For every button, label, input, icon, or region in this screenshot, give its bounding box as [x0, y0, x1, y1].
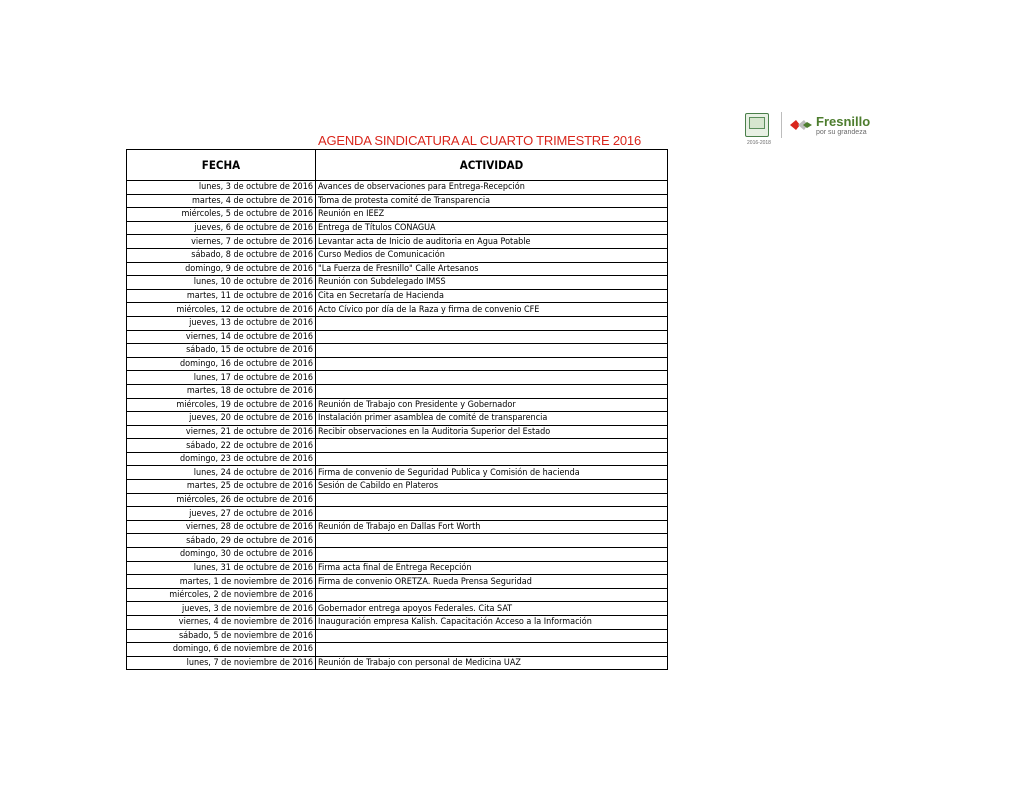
actividad-cell: [316, 493, 668, 507]
document-title: AGENDA SINDICATURA AL CUARTO TRIMESTRE 2016: [318, 133, 641, 148]
table-row: [127, 181, 668, 195]
table-row: [127, 656, 668, 670]
actividad-cell: Curso Medios de Comunicación: [316, 248, 668, 262]
fresnillo-chevron-icon: [790, 118, 812, 132]
agenda-table: [126, 149, 668, 670]
table-row: [127, 602, 668, 616]
actividad-cell: [316, 384, 668, 398]
table-row: [127, 493, 668, 507]
actividad-cell: [316, 344, 668, 358]
fecha-cell: domingo, 30 de octubre de 2016: [127, 548, 316, 562]
table-row: [127, 344, 668, 358]
fecha-cell: martes, 1 de noviembre de 2016: [127, 575, 316, 589]
table-row: [127, 588, 668, 602]
logo-divider: [781, 112, 782, 138]
actividad-cell: [316, 330, 668, 344]
table-row: [127, 439, 668, 453]
fresnillo-logo: [745, 108, 875, 146]
fecha-cell: jueves, 27 de octubre de 2016: [127, 507, 316, 521]
brand-name: Fresnillo: [816, 113, 871, 129]
fecha-cell: viernes, 28 de octubre de 2016: [127, 520, 316, 534]
actividad-cell: [316, 452, 668, 466]
table-row: [127, 289, 668, 303]
municipal-seal-icon: [745, 113, 771, 146]
actividad-cell: Gobernador entrega apoyos Federales. Cita SAT: [316, 602, 668, 616]
fecha-cell: lunes, 17 de octubre de 2016: [127, 371, 316, 385]
actividad-cell: "La Fuerza de Fresnillo" Calle Artesanos: [316, 262, 668, 276]
actividad-cell: [316, 548, 668, 562]
table-row: [127, 534, 668, 548]
fecha-cell: sábado, 22 de octubre de 2016: [127, 439, 316, 453]
fecha-cell: sábado, 29 de octubre de 2016: [127, 534, 316, 548]
fecha-cell: lunes, 3 de octubre de 2016: [127, 181, 316, 195]
actividad-cell: Inauguración empresa Kalish. Capacitación Acceso a la Información: [316, 616, 668, 630]
fecha-cell: martes, 11 de octubre de 2016: [127, 289, 316, 303]
table-row: [127, 303, 668, 317]
table-row: [127, 248, 668, 262]
fecha-cell: jueves, 20 de octubre de 2016: [127, 412, 316, 426]
fecha-cell: viernes, 21 de octubre de 2016: [127, 425, 316, 439]
fecha-cell: lunes, 10 de octubre de 2016: [127, 276, 316, 290]
actividad-cell: Levantar acta de Inicio de auditoria en Agua Potable: [316, 235, 668, 249]
table-row: [127, 316, 668, 330]
fecha-cell: domingo, 9 de octubre de 2016: [127, 262, 316, 276]
column-header-actividad: ACTIVIDAD: [316, 150, 668, 181]
fecha-cell: viernes, 7 de octubre de 2016: [127, 235, 316, 249]
table-row: [127, 276, 668, 290]
fecha-cell: martes, 18 de octubre de 2016: [127, 384, 316, 398]
fecha-cell: domingo, 23 de octubre de 2016: [127, 452, 316, 466]
table-row: [127, 398, 668, 412]
table-row: [127, 235, 668, 249]
actividad-cell: [316, 316, 668, 330]
actividad-cell: [316, 629, 668, 643]
actividad-cell: [316, 534, 668, 548]
table-row: [127, 357, 668, 371]
fecha-cell: domingo, 6 de noviembre de 2016: [127, 643, 316, 657]
fecha-cell: viernes, 14 de octubre de 2016: [127, 330, 316, 344]
table-row: [127, 330, 668, 344]
actividad-cell: [316, 371, 668, 385]
table-row: [127, 507, 668, 521]
table-row: [127, 575, 668, 589]
actividad-cell: Reunión de Trabajo con Presidente y Gobernador: [316, 398, 668, 412]
actividad-cell: Reunión de Trabajo en Dallas Fort Worth: [316, 520, 668, 534]
actividad-cell: Acto Cívico por día de la Raza y firma de convenio CFE: [316, 303, 668, 317]
fecha-cell: lunes, 31 de octubre de 2016: [127, 561, 316, 575]
fecha-cell: miércoles, 5 de octubre de 2016: [127, 208, 316, 222]
actividad-cell: [316, 507, 668, 521]
actividad-cell: Reunión en IEEZ: [316, 208, 668, 222]
table-row: [127, 425, 668, 439]
fecha-cell: lunes, 24 de octubre de 2016: [127, 466, 316, 480]
fecha-cell: domingo, 16 de octubre de 2016: [127, 357, 316, 371]
seal-caption: 2016-2018: [747, 140, 771, 146]
agenda-table-body: [127, 181, 668, 670]
fecha-cell: jueves, 3 de noviembre de 2016: [127, 602, 316, 616]
table-row: [127, 384, 668, 398]
table-row: [127, 616, 668, 630]
actividad-cell: Recibir observaciones en la Auditoria Superior del Estado: [316, 425, 668, 439]
actividad-cell: [316, 643, 668, 657]
actividad-cell: Firma de convenio de Seguridad Publica y Comisión de hacienda: [316, 466, 668, 480]
actividad-cell: Reunión con Subdelegado IMSS: [316, 276, 668, 290]
table-row: [127, 480, 668, 494]
table-row: [127, 548, 668, 562]
actividad-cell: Toma de protesta comité de Transparencia: [316, 194, 668, 208]
fecha-cell: miércoles, 26 de octubre de 2016: [127, 493, 316, 507]
fecha-cell: miércoles, 19 de octubre de 2016: [127, 398, 316, 412]
actividad-cell: Cita en Secretaría de Hacienda: [316, 289, 668, 303]
table-row: [127, 412, 668, 426]
column-header-fecha: FECHA: [127, 150, 316, 181]
fecha-cell: miércoles, 12 de octubre de 2016: [127, 303, 316, 317]
table-row: [127, 643, 668, 657]
table-row: [127, 194, 668, 208]
fecha-cell: sábado, 15 de octubre de 2016: [127, 344, 316, 358]
table-row: [127, 262, 668, 276]
table-row: [127, 466, 668, 480]
brand-slogan: por su grandeza: [816, 128, 867, 136]
fecha-cell: jueves, 6 de octubre de 2016: [127, 221, 316, 235]
fecha-cell: viernes, 4 de noviembre de 2016: [127, 616, 316, 630]
fecha-cell: martes, 25 de octubre de 2016: [127, 480, 316, 494]
table-row: [127, 520, 668, 534]
actividad-cell: Instalación primer asamblea de comité de transparencia: [316, 412, 668, 426]
table-row: [127, 208, 668, 222]
table-row: [127, 221, 668, 235]
actividad-cell: Entrega de Títulos CONAGUA: [316, 221, 668, 235]
table-row: [127, 561, 668, 575]
actividad-cell: Avances de observaciones para Entrega-Recepción: [316, 181, 668, 195]
actividad-cell: Firma de convenio ORETZA. Rueda Prensa Seguridad: [316, 575, 668, 589]
actividad-cell: [316, 588, 668, 602]
fecha-cell: miércoles, 2 de noviembre de 2016: [127, 588, 316, 602]
fecha-cell: lunes, 7 de noviembre de 2016: [127, 656, 316, 670]
actividad-cell: [316, 357, 668, 371]
actividad-cell: Sesión de Cabildo en Plateros: [316, 480, 668, 494]
actividad-cell: Reunión de Trabajo con personal de Medicina UAZ: [316, 656, 668, 670]
table-row: [127, 629, 668, 643]
table-row: [127, 452, 668, 466]
fecha-cell: sábado, 8 de octubre de 2016: [127, 248, 316, 262]
actividad-cell: Firma acta final de Entrega Recepción: [316, 561, 668, 575]
table-header-row: [127, 150, 668, 181]
table-row: [127, 371, 668, 385]
actividad-cell: [316, 439, 668, 453]
fecha-cell: jueves, 13 de octubre de 2016: [127, 316, 316, 330]
fecha-cell: martes, 4 de octubre de 2016: [127, 194, 316, 208]
fecha-cell: sábado, 5 de noviembre de 2016: [127, 629, 316, 643]
